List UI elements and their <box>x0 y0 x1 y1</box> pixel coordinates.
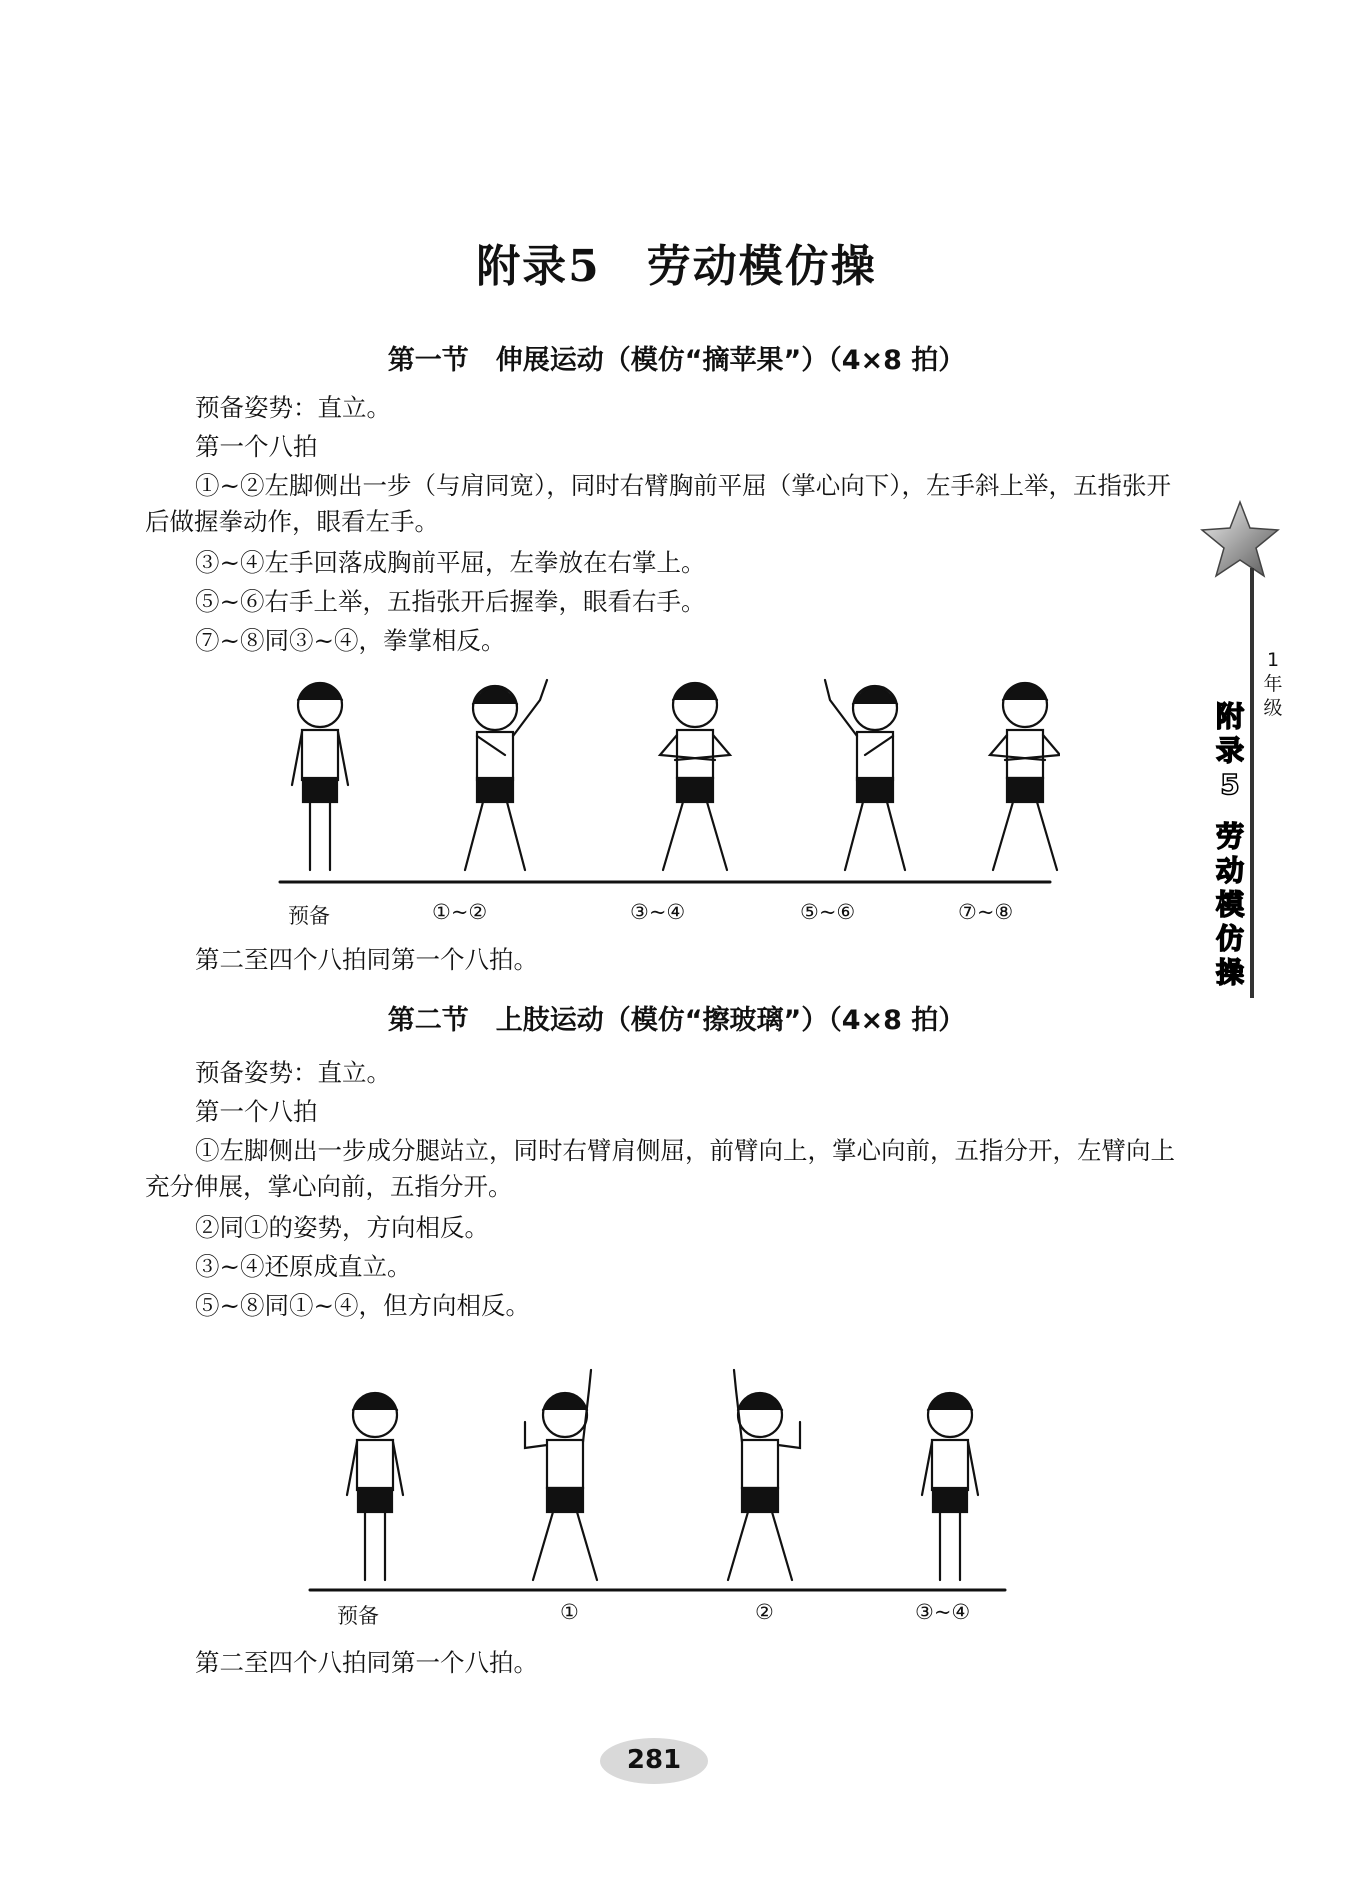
figure-prep-2 <box>347 1393 403 1580</box>
section2-step-2: ②同①的姿势，方向相反。 <box>195 1213 489 1242</box>
section1-figure <box>270 660 1060 900</box>
section2-prep: 预备姿势：直立。 <box>195 1058 391 1087</box>
section2-first: 第一个八拍 <box>195 1097 318 1126</box>
fig2-label-0: 预备 <box>337 1604 379 1628</box>
section1-step-4: ⑦~⑧同③~④，拳掌相反。 <box>195 626 506 655</box>
section1-heading: 第一节 伸展运动（模仿“摘苹果”）（4×8 拍） <box>387 345 966 376</box>
section2-figure <box>300 1340 1020 1600</box>
section1-first: 第一个八拍 <box>195 432 318 461</box>
figure-2 <box>728 1370 800 1580</box>
figure-3-4-2 <box>922 1393 978 1580</box>
figure-prep <box>292 683 348 870</box>
fig2-label-3: ③~④ <box>915 1600 971 1624</box>
page-title: 附录5 劳动模仿操 <box>476 241 877 292</box>
page-number: 281 <box>626 1745 682 1775</box>
figure-1 <box>525 1370 597 1580</box>
section2-after: 第二至四个八拍同第一个八拍。 <box>195 1648 538 1677</box>
section1-after: 第二至四个八拍同第一个八拍。 <box>195 945 538 974</box>
fig2-label-1: ① <box>560 1600 579 1624</box>
sidebar-grade: 1 年 级 <box>1263 649 1283 719</box>
fig1-label-1: ①~② <box>432 900 488 924</box>
figure-1-2 <box>465 680 547 870</box>
fig2-label-2: ② <box>755 1600 774 1624</box>
section1-step-3: ⑤~⑥右手上举，五指张开后握拳，眼看右手。 <box>195 587 706 616</box>
section1-step-1: ①~②左脚侧出一步（与肩同宽），同时右臂胸前平屈（掌心向下），左手斜上举，五指张开后做握拳动作，眼看左手。 <box>145 471 1172 536</box>
star-icon <box>1200 500 1280 578</box>
figure-3-4 <box>660 683 730 870</box>
section2-step-4: ⑤~⑧同①~④，但方向相反。 <box>195 1291 531 1320</box>
section1-prep: 预备姿势：直立。 <box>195 393 391 422</box>
section1-step-2: ③~④左手回落成胸前平屈，左拳放在右掌上。 <box>195 548 706 577</box>
section2-heading: 第二节 上肢运动（模仿“擦玻璃”）（4×8 拍） <box>387 1005 966 1036</box>
sidebar-title: 附 录 5 劳 动 模 仿 操 <box>1215 700 1244 989</box>
section2-step-3: ③~④还原成直立。 <box>195 1252 412 1281</box>
fig1-label-0: 预备 <box>288 904 330 928</box>
figure-5-6 <box>825 680 905 870</box>
section2-step-1: ①左脚侧出一步成分腿站立，同时右臂肩侧屈，前臂向上，掌心向前，五指分开，左臂向上充分伸展，掌心向前，五指分开。 <box>145 1136 1175 1201</box>
fig1-label-2: ③~④ <box>630 900 686 924</box>
fig1-label-4: ⑦~⑧ <box>958 900 1014 924</box>
fig1-label-3: ⑤~⑥ <box>800 900 856 924</box>
figure-7-8 <box>990 683 1060 870</box>
sidebar-line <box>1250 568 1254 998</box>
